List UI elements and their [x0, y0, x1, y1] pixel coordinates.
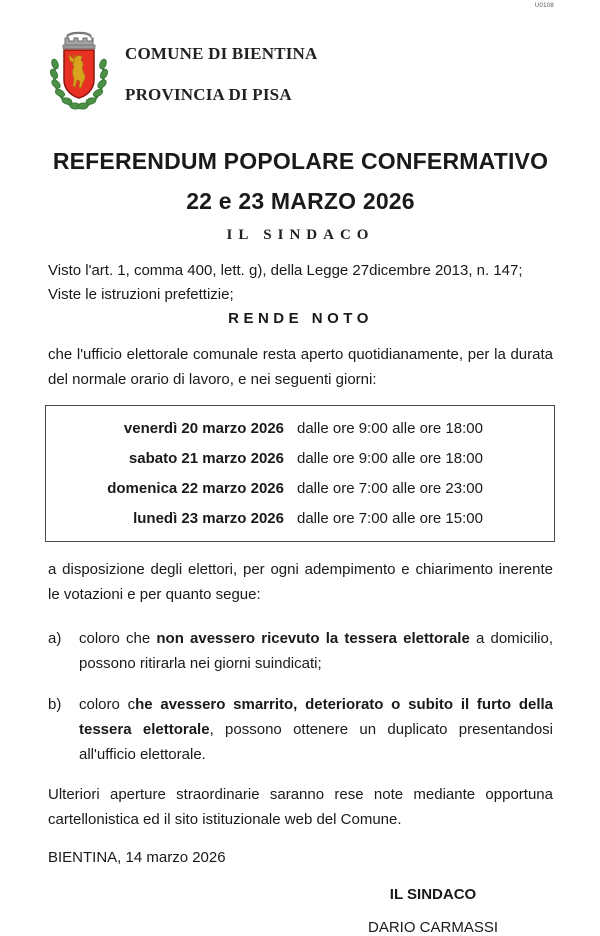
- list-item-text: coloro che avessero smarrito, deteriorato o subito il furto della tessera elettorale, possono ottenere un duplicato presentandosi all'ufficio elettorale.: [79, 696, 553, 763]
- table-row: [46, 443, 554, 473]
- title-line-1: REFERENDUM POPOLARE CONFERMATIVO: [52, 148, 549, 174]
- signature-role: IL SINDACO: [389, 886, 477, 903]
- table-cell-hours: dalle ore 7:00 alle ore 23:00: [297, 479, 483, 497]
- document-code: U0108: [534, 3, 554, 9]
- signature-block: [328, 886, 538, 936]
- title-line-2: 22 e 23 MARZO 2026: [186, 188, 415, 214]
- closing-paragraph: Ulteriori aperture straordinarie saranno rese note mediante opportuna cartellonistica ed il sito istituzionale web del Comune.: [48, 786, 553, 828]
- list-item: [48, 626, 553, 676]
- province-name: PROVINCIA DI PISA: [125, 85, 292, 104]
- table-cell-day: venerdì 20 marzo 2026: [123, 419, 284, 437]
- list-item: [48, 692, 553, 767]
- table-cell-hours: dalle ore 7:00 alle ore 15:00: [297, 509, 483, 527]
- issuer-heading: IL SINDACO: [226, 227, 375, 243]
- provision-list: [48, 626, 553, 767]
- preamble-line-1: Visto l'art. 1, comma 400, lett. g), della Legge 27dicembre 2013, n. 147;: [48, 262, 523, 279]
- signature-name: DARIO CARMASSI: [367, 919, 499, 936]
- list-item-marker: b): [48, 696, 62, 713]
- rende-noto-heading: RENDE NOTO: [228, 310, 373, 327]
- table-cell-hours: dalle ore 9:00 alle ore 18:00: [297, 419, 483, 437]
- availability-paragraph: a disposizione degli elettori, per ogni adempimento e chiarimento inerente le votazioni e per quanto segue:: [48, 561, 553, 603]
- municipality-name: COMUNE DI BIENTINA: [125, 44, 318, 63]
- crown-icon: [63, 32, 95, 48]
- table-cell-day: sabato 21 marzo 2026: [128, 449, 284, 467]
- place-and-date: BIENTINA, 14 marzo 2026: [48, 849, 226, 866]
- table-row: [46, 473, 554, 503]
- legal-preamble: [48, 259, 553, 307]
- opening-hours-table: [45, 405, 555, 542]
- table-cell-hours: dalle ore 9:00 alle ore 18:00: [297, 449, 483, 467]
- municipality-name-block: [125, 28, 318, 126]
- table-cell-day: lunedì 23 marzo 2026: [133, 509, 284, 527]
- table-row: [46, 413, 554, 443]
- opening-paragraph: che l'ufficio elettorale comunale resta aperto quotidianamente, per la durata del normale orario di lavoro, e nei seguenti giorni:: [48, 346, 553, 388]
- municipal-coat-of-arms-icon: [48, 28, 110, 116]
- list-item-marker: a): [48, 630, 62, 647]
- table-row: [46, 503, 554, 533]
- list-item-text: coloro che non avessero ricevuto la tessera elettorale a domicilio, possono ritirarla nei giorni suindicati;: [79, 630, 554, 672]
- notice-title: [48, 148, 553, 244]
- table-cell-day: domenica 22 marzo 2026: [107, 479, 284, 497]
- preamble-line-2: Viste le istruzioni prefettizie;: [48, 286, 234, 303]
- municipality-header: [48, 28, 553, 126]
